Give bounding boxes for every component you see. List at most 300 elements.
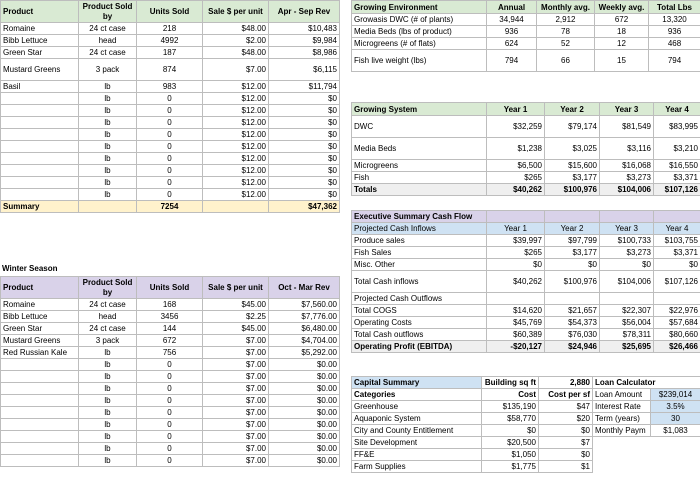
table-cell[interactable]	[1, 371, 79, 383]
column-header[interactable]: Product Sold by	[79, 277, 137, 299]
table-cell[interactable]: 12	[595, 38, 649, 50]
table-cell[interactable]: lb	[79, 455, 137, 467]
section-title[interactable]: Loan Calculator	[593, 377, 700, 389]
table-cell[interactable]: 52	[537, 38, 595, 50]
table-cell[interactable]: lb	[79, 81, 137, 93]
table-cell[interactable]: $3,177	[545, 247, 600, 259]
table-cell[interactable]: $80,660	[654, 329, 700, 341]
table-cell[interactable]: 3456	[137, 311, 203, 323]
table-cell[interactable]: Loan Amount	[593, 389, 651, 401]
table-cell[interactable]: $0	[482, 425, 539, 437]
section-title[interactable]: Capital Summary	[352, 377, 482, 389]
table-cell[interactable]: 983	[137, 81, 203, 93]
table-cell[interactable]: $3,273	[600, 172, 654, 184]
table-cell[interactable]	[1, 407, 79, 419]
table-cell[interactable]: 0	[137, 93, 203, 105]
table-cell[interactable]: $7.00	[203, 431, 269, 443]
table-cell[interactable]	[1, 189, 79, 201]
table-cell[interactable]: $12.00	[203, 105, 269, 117]
table-cell[interactable]: Fish live weight (lbs)	[352, 50, 487, 72]
table-cell[interactable]: lb	[79, 371, 137, 383]
table-cell[interactable]: 66	[537, 50, 595, 72]
table-cell[interactable]: $8,986	[269, 47, 340, 59]
table-cell[interactable]: $78,311	[600, 329, 654, 341]
table-cell[interactable]	[1, 383, 79, 395]
table-cell[interactable]: FF&E	[352, 449, 482, 461]
table-cell[interactable]: $265	[487, 247, 545, 259]
column-header[interactable]: Oct - Mar Rev	[269, 277, 340, 299]
table-cell[interactable]: $97,799	[545, 235, 600, 247]
table-cell[interactable]: $0	[539, 425, 593, 437]
section-title[interactable]: Executive Summary Cash Flow	[352, 211, 487, 223]
table-cell[interactable]: 756	[137, 347, 203, 359]
table-cell[interactable]: $40,262	[487, 271, 545, 293]
column-header[interactable]: Year 4	[654, 103, 700, 116]
table-cell[interactable]	[1, 431, 79, 443]
table-row	[352, 271, 700, 293]
table-cell[interactable]: $3,371	[654, 172, 700, 184]
table-cell[interactable]: 15	[595, 50, 649, 72]
table-cell[interactable]: 24 ct case	[79, 23, 137, 35]
table-cell[interactable]: $0	[269, 105, 340, 117]
table-cell[interactable]: Site Development	[352, 437, 482, 449]
table-cell[interactable]: $107,126	[654, 271, 700, 293]
table-cell[interactable]: 3 pack	[79, 59, 137, 81]
table-cell[interactable]: $32,259	[487, 116, 545, 138]
table-cell[interactable]: lb	[79, 153, 137, 165]
table-cell[interactable]: $21,657	[545, 305, 600, 317]
table-cell[interactable]: $10,483	[269, 23, 340, 35]
table-cell[interactable]: 0	[137, 189, 203, 201]
table-cell[interactable]: $3,116	[600, 138, 654, 160]
table-cell[interactable]: Bibb Lettuce	[1, 35, 79, 47]
table-cell[interactable]: lb	[79, 395, 137, 407]
table-cell[interactable]: $0.00	[269, 455, 340, 467]
table-cell[interactable]	[1, 93, 79, 105]
table-cell[interactable]: lb	[79, 93, 137, 105]
table-cell[interactable]: Total Cash outflows	[352, 329, 487, 341]
table-cell[interactable]: $0	[654, 259, 700, 271]
table-cell[interactable]: 794	[487, 50, 537, 72]
table-cell[interactable]: $3,025	[545, 138, 600, 160]
table-cell[interactable]: $7	[539, 437, 593, 449]
table-cell[interactable]: 144	[137, 323, 203, 335]
table-row	[1, 443, 340, 455]
table-cell[interactable]: Operating Costs	[352, 317, 487, 329]
table-cell[interactable]: $14,620	[487, 305, 545, 317]
table-cell[interactable]: lb	[79, 419, 137, 431]
table-cell[interactable]: Interest Rate	[593, 401, 651, 413]
column-header[interactable]: Sale $ per unit	[203, 277, 269, 299]
table-row	[352, 172, 700, 184]
table-cell[interactable]: lb	[79, 443, 137, 455]
header-row	[352, 389, 593, 401]
table-cell[interactable]: Media Beds (lbs of product)	[352, 26, 487, 38]
table-cell[interactable]: $0	[269, 141, 340, 153]
totals-cell[interactable]: $107,126	[654, 184, 700, 196]
table-cell[interactable]: Monthly Paym	[593, 425, 651, 437]
totals-row	[352, 184, 700, 196]
table-cell[interactable]: $2.00	[203, 35, 269, 47]
table-cell[interactable]: 168	[137, 299, 203, 311]
table-cell[interactable]: 187	[137, 47, 203, 59]
table-cell[interactable]: $12.00	[203, 93, 269, 105]
table-cell[interactable]: Term (years)	[593, 413, 651, 425]
table-cell[interactable]: $100,733	[600, 235, 654, 247]
table-cell[interactable]	[1, 117, 79, 129]
table-cell[interactable]: Basil	[1, 81, 79, 93]
table-cell[interactable]: 30	[651, 413, 700, 425]
table-cell[interactable]: 0	[137, 153, 203, 165]
table-cell[interactable]: $0.00	[269, 383, 340, 395]
table-cell[interactable]: lb	[79, 431, 137, 443]
table-cell[interactable]: $20	[539, 413, 593, 425]
table-cell[interactable]: Microgreens (# of flats)	[352, 38, 487, 50]
table-cell[interactable]: Mustard Greens	[1, 335, 79, 347]
column-header[interactable]: Product Sold by	[79, 1, 137, 23]
table-cell[interactable]: 672	[137, 335, 203, 347]
table-cell[interactable]: 3.5%	[651, 401, 700, 413]
table-cell[interactable]: lb	[79, 383, 137, 395]
table-cell[interactable]: $54,373	[545, 317, 600, 329]
table-cell[interactable]: $0	[269, 153, 340, 165]
table-cell[interactable]	[1, 153, 79, 165]
column-header[interactable]: Total Lbs	[649, 1, 700, 14]
column-header[interactable]: Product	[1, 1, 79, 23]
table-cell[interactable]: $1,238	[487, 138, 545, 160]
table-cell[interactable]: $22,976	[654, 305, 700, 317]
table-cell[interactable]: $7,776.00	[269, 311, 340, 323]
building-value[interactable]: 2,880	[539, 377, 593, 389]
table-cell[interactable]: 0	[137, 141, 203, 153]
summary-cell[interactable]: $47,362	[269, 201, 340, 213]
table-cell[interactable]: City and County Entitlement	[352, 425, 482, 437]
table-cell[interactable]: $7.00	[203, 59, 269, 81]
totals-cell[interactable]: $104,006	[600, 184, 654, 196]
table-cell[interactable]: $6,500	[487, 160, 545, 172]
column-header[interactable]: Product	[1, 277, 79, 299]
table-cell[interactable]: $1,050	[482, 449, 539, 461]
table-cell[interactable]: Green Star	[1, 323, 79, 335]
column-header[interactable]: Projected Cash Inflows	[352, 223, 487, 235]
column-header[interactable]: Units Sold	[137, 277, 203, 299]
table-cell[interactable]: $7.00	[203, 395, 269, 407]
table-cell[interactable]: $60,389	[487, 329, 545, 341]
table-cell[interactable]: $0.00	[269, 431, 340, 443]
table-row	[352, 329, 700, 341]
table-row	[352, 116, 700, 138]
table-cell[interactable]: $0.00	[269, 359, 340, 371]
table-cell[interactable]: 0	[137, 431, 203, 443]
column-header[interactable]: Weekly avg.	[595, 1, 649, 14]
table-cell[interactable]: $3,371	[654, 247, 700, 259]
table-cell[interactable]: 0	[137, 177, 203, 189]
table-cell[interactable]: 0	[137, 117, 203, 129]
profit-cell[interactable]: Operating Profit (EBITDA)	[352, 341, 487, 353]
table-cell[interactable]: $0	[269, 177, 340, 189]
column-header[interactable]: Monthly avg.	[537, 1, 595, 14]
table-cell[interactable]: $7,560.00	[269, 299, 340, 311]
profit-cell[interactable]: $26,466	[654, 341, 700, 353]
table-cell[interactable]: $48.00	[203, 47, 269, 59]
table-cell[interactable]	[1, 443, 79, 455]
table-cell[interactable]: lb	[79, 105, 137, 117]
column-header[interactable]: Year 1	[487, 223, 545, 235]
table-cell[interactable]: $265	[487, 172, 545, 184]
table-cell[interactable]: 0	[137, 371, 203, 383]
table-cell[interactable]: 0	[137, 359, 203, 371]
table-cell[interactable]: $0	[269, 129, 340, 141]
table-cell[interactable]: Greenhouse	[352, 401, 482, 413]
column-header[interactable]: Year 2	[545, 103, 600, 116]
table-cell[interactable]: $39,997	[487, 235, 545, 247]
table-cell[interactable]: Fish Sales	[352, 247, 487, 259]
table-cell[interactable]: $1,083	[651, 425, 700, 437]
table-cell[interactable]: $0	[269, 189, 340, 201]
table-cell[interactable]: lb	[79, 141, 137, 153]
table-cell[interactable]: $20,500	[482, 437, 539, 449]
table-cell[interactable]: Misc. Other	[352, 259, 487, 271]
table-cell[interactable]: $100,976	[545, 271, 600, 293]
table-cell[interactable]: Bibb Lettuce	[1, 311, 79, 323]
table-cell[interactable]: lb	[79, 117, 137, 129]
totals-cell[interactable]: $100,976	[545, 184, 600, 196]
table-cell[interactable]: $58,770	[482, 413, 539, 425]
table-cell[interactable]: $0.00	[269, 395, 340, 407]
table-cell[interactable]: 874	[137, 59, 203, 81]
column-header[interactable]: Cost per sf	[539, 389, 593, 401]
table-cell[interactable]: 0	[137, 443, 203, 455]
table-cell[interactable]: 34,944	[487, 14, 537, 26]
table-cell[interactable]: 0	[137, 383, 203, 395]
table-cell[interactable]: $6,480.00	[269, 323, 340, 335]
table-cell[interactable]: $0.00	[269, 443, 340, 455]
table-cell[interactable]: $3,177	[545, 172, 600, 184]
table-cell[interactable]: 0	[137, 419, 203, 431]
table-cell[interactable]: $12.00	[203, 165, 269, 177]
table-cell[interactable]: $12.00	[203, 189, 269, 201]
table-cell[interactable]: 624	[487, 38, 537, 50]
table-cell[interactable]: $15,600	[545, 160, 600, 172]
table-cell[interactable]: 0	[137, 165, 203, 177]
table-cell[interactable]: $83,995	[654, 116, 700, 138]
table-cell[interactable]: $3,273	[600, 247, 654, 259]
table-cell[interactable]: Mustard Greens	[1, 59, 79, 81]
table-cell[interactable]: Microgreens	[352, 160, 487, 172]
table-cell[interactable]	[1, 105, 79, 117]
profit-cell[interactable]: $25,695	[600, 341, 654, 353]
column-header[interactable]: Year 4	[654, 223, 700, 235]
table-cell[interactable]: $3,210	[654, 138, 700, 160]
table-cell[interactable]: $0	[269, 117, 340, 129]
table-cell[interactable]: Produce sales	[352, 235, 487, 247]
table-cell[interactable]: lb	[79, 129, 137, 141]
column-header[interactable]: Cost	[482, 389, 539, 401]
table-cell[interactable]: $1	[539, 461, 593, 473]
table-cell[interactable]: $0.00	[269, 371, 340, 383]
table-cell[interactable]: Romaine	[1, 299, 79, 311]
table-cell[interactable]	[1, 165, 79, 177]
column-header[interactable]: Year 2	[545, 223, 600, 235]
table-cell[interactable]: head	[79, 311, 137, 323]
table-cell[interactable]: $0.00	[269, 419, 340, 431]
summary-cell[interactable]: Summary	[1, 201, 79, 213]
table-cell[interactable]: Total COGS	[352, 305, 487, 317]
section-title[interactable]: Projected Cash Outflows	[352, 293, 487, 305]
column-header[interactable]: Annual	[487, 1, 537, 14]
table-cell[interactable]: $16,068	[600, 160, 654, 172]
table-cell[interactable]	[1, 177, 79, 189]
outflows-title-row	[352, 293, 700, 305]
table-cell[interactable]: Red Russian Kale	[1, 347, 79, 359]
table-cell[interactable]: Total Cash inflows	[352, 271, 487, 293]
table-cell[interactable]: $103,755	[654, 235, 700, 247]
table-cell[interactable]: $6,115	[269, 59, 340, 81]
table-cell[interactable]	[1, 359, 79, 371]
column-header[interactable]: Sale $ per unit	[203, 1, 269, 23]
table-cell[interactable]: Farm Supplies	[352, 461, 482, 473]
profit-cell[interactable]: -$20,127	[487, 341, 545, 353]
table-cell[interactable]: $7.00	[203, 407, 269, 419]
table-row	[593, 389, 700, 401]
table-cell[interactable]: $16,550	[654, 160, 700, 172]
table-cell[interactable]: 24 ct case	[79, 323, 137, 335]
table-cell[interactable]: 218	[137, 23, 203, 35]
table-cell[interactable]: 0	[137, 455, 203, 467]
table-cell[interactable]: $12.00	[203, 117, 269, 129]
table-cell[interactable]: $4,704.00	[269, 335, 340, 347]
table-cell[interactable]: 468	[649, 38, 700, 50]
table-cell[interactable]	[1, 141, 79, 153]
table-cell[interactable]: $22,307	[600, 305, 654, 317]
column-header[interactable]: Year 1	[487, 103, 545, 116]
table-cell[interactable]: head	[79, 35, 137, 47]
column-header[interactable]: Apr - Sep Rev	[269, 1, 340, 23]
table-cell[interactable]: $1,775	[482, 461, 539, 473]
totals-cell[interactable]: $40,262	[487, 184, 545, 196]
table-cell[interactable]: 0	[137, 407, 203, 419]
table-cell[interactable]: Fish	[352, 172, 487, 184]
table-cell[interactable]: $0	[269, 165, 340, 177]
table-cell[interactable]: $7.00	[203, 359, 269, 371]
table-cell[interactable]: $12.00	[203, 177, 269, 189]
table-cell[interactable]: $79,174	[545, 116, 600, 138]
table-cell[interactable]: 4992	[137, 35, 203, 47]
table-cell[interactable]: $12.00	[203, 141, 269, 153]
table-cell[interactable]: 3 pack	[79, 335, 137, 347]
table-cell[interactable]: $104,006	[600, 271, 654, 293]
table-cell[interactable]: $0	[539, 449, 593, 461]
column-header[interactable]: Categories	[352, 389, 482, 401]
table-cell[interactable]: Aquaponic System	[352, 413, 482, 425]
table-cell[interactable]: 24 ct case	[79, 47, 137, 59]
table-cell[interactable]: $239,014	[651, 389, 700, 401]
table-cell[interactable]: $56,004	[600, 317, 654, 329]
table-cell[interactable]: 794	[649, 50, 700, 72]
table-cell[interactable]: lb	[79, 347, 137, 359]
table-cell[interactable]: Green Star	[1, 47, 79, 59]
table-cell[interactable]: 24 ct case	[79, 299, 137, 311]
table-cell[interactable]: Growasis DWC (# of plants)	[352, 14, 487, 26]
summary-cell[interactable]	[203, 201, 269, 213]
table-cell[interactable]: lb	[79, 177, 137, 189]
summary-cell[interactable]: 7254	[137, 201, 203, 213]
table-cell[interactable]: $0	[545, 259, 600, 271]
table-cell[interactable]: $7.00	[203, 419, 269, 431]
table-row	[1, 395, 340, 407]
table-cell[interactable]: $47	[539, 401, 593, 413]
summary-cell[interactable]	[79, 201, 137, 213]
table-cell[interactable]: $57,684	[654, 317, 700, 329]
table-cell[interactable]: $48.00	[203, 23, 269, 35]
table-cell[interactable]	[1, 129, 79, 141]
table-cell[interactable]: $5,292.00	[269, 347, 340, 359]
table-cell[interactable]: 0	[137, 129, 203, 141]
totals-cell[interactable]: Totals	[352, 184, 487, 196]
table-cell[interactable]: Media Beds	[352, 138, 487, 160]
table-cell[interactable]: $81,549	[600, 116, 654, 138]
table-cell[interactable]: lb	[79, 165, 137, 177]
table-cell[interactable]: 78	[537, 26, 595, 38]
table-cell[interactable]: 18	[595, 26, 649, 38]
table-cell[interactable]: $7.00	[203, 443, 269, 455]
column-header[interactable]: Growing System	[352, 103, 487, 116]
table-cell[interactable]: DWC	[352, 116, 487, 138]
table-cell[interactable]: 936	[487, 26, 537, 38]
table-cell[interactable]: Romaine	[1, 23, 79, 35]
table-cell[interactable]: $0	[600, 259, 654, 271]
table-cell[interactable]: $9,984	[269, 35, 340, 47]
table-cell[interactable]: $7.00	[203, 455, 269, 467]
column-header[interactable]: Year 3	[600, 103, 654, 116]
table-cell[interactable]: $7.00	[203, 347, 269, 359]
table-cell[interactable]	[1, 395, 79, 407]
table-cell[interactable]	[1, 455, 79, 467]
table-cell[interactable]: 13,320	[649, 14, 700, 26]
building-label[interactable]: Building sq ft	[482, 377, 539, 389]
table-cell[interactable]	[1, 419, 79, 431]
profit-cell[interactable]: $24,946	[545, 341, 600, 353]
table-cell[interactable]: $11,794	[269, 81, 340, 93]
column-header[interactable]: Year 3	[600, 223, 654, 235]
table-cell[interactable]: $135,190	[482, 401, 539, 413]
table-cell[interactable]: $45.00	[203, 323, 269, 335]
table-cell[interactable]: 672	[595, 14, 649, 26]
table-cell[interactable]: lb	[79, 359, 137, 371]
table-cell[interactable]: $12.00	[203, 153, 269, 165]
table-cell[interactable]: $12.00	[203, 81, 269, 93]
table-cell[interactable]: $7.00	[203, 335, 269, 347]
table-cell[interactable]: $0.00	[269, 407, 340, 419]
table-cell[interactable]: lb	[79, 189, 137, 201]
table-cell[interactable]: lb	[79, 407, 137, 419]
table-cell[interactable]: $2.25	[203, 311, 269, 323]
column-header[interactable]: Growing Environment	[352, 1, 487, 14]
table-cell[interactable]: 0	[137, 105, 203, 117]
table-cell[interactable]: $12.00	[203, 129, 269, 141]
table-cell[interactable]: $0	[487, 259, 545, 271]
column-header[interactable]: Units Sold	[137, 1, 203, 23]
table-cell[interactable]: $0	[269, 93, 340, 105]
table-cell[interactable]: $45,769	[487, 317, 545, 329]
table-cell[interactable]: 936	[649, 26, 700, 38]
table-cell[interactable]: $7.00	[203, 371, 269, 383]
table-cell[interactable]: $45.00	[203, 299, 269, 311]
table-cell[interactable]: 2,912	[537, 14, 595, 26]
table-cell[interactable]: 0	[137, 395, 203, 407]
table-cell[interactable]: $7.00	[203, 383, 269, 395]
table-cell[interactable]: $76,030	[545, 329, 600, 341]
